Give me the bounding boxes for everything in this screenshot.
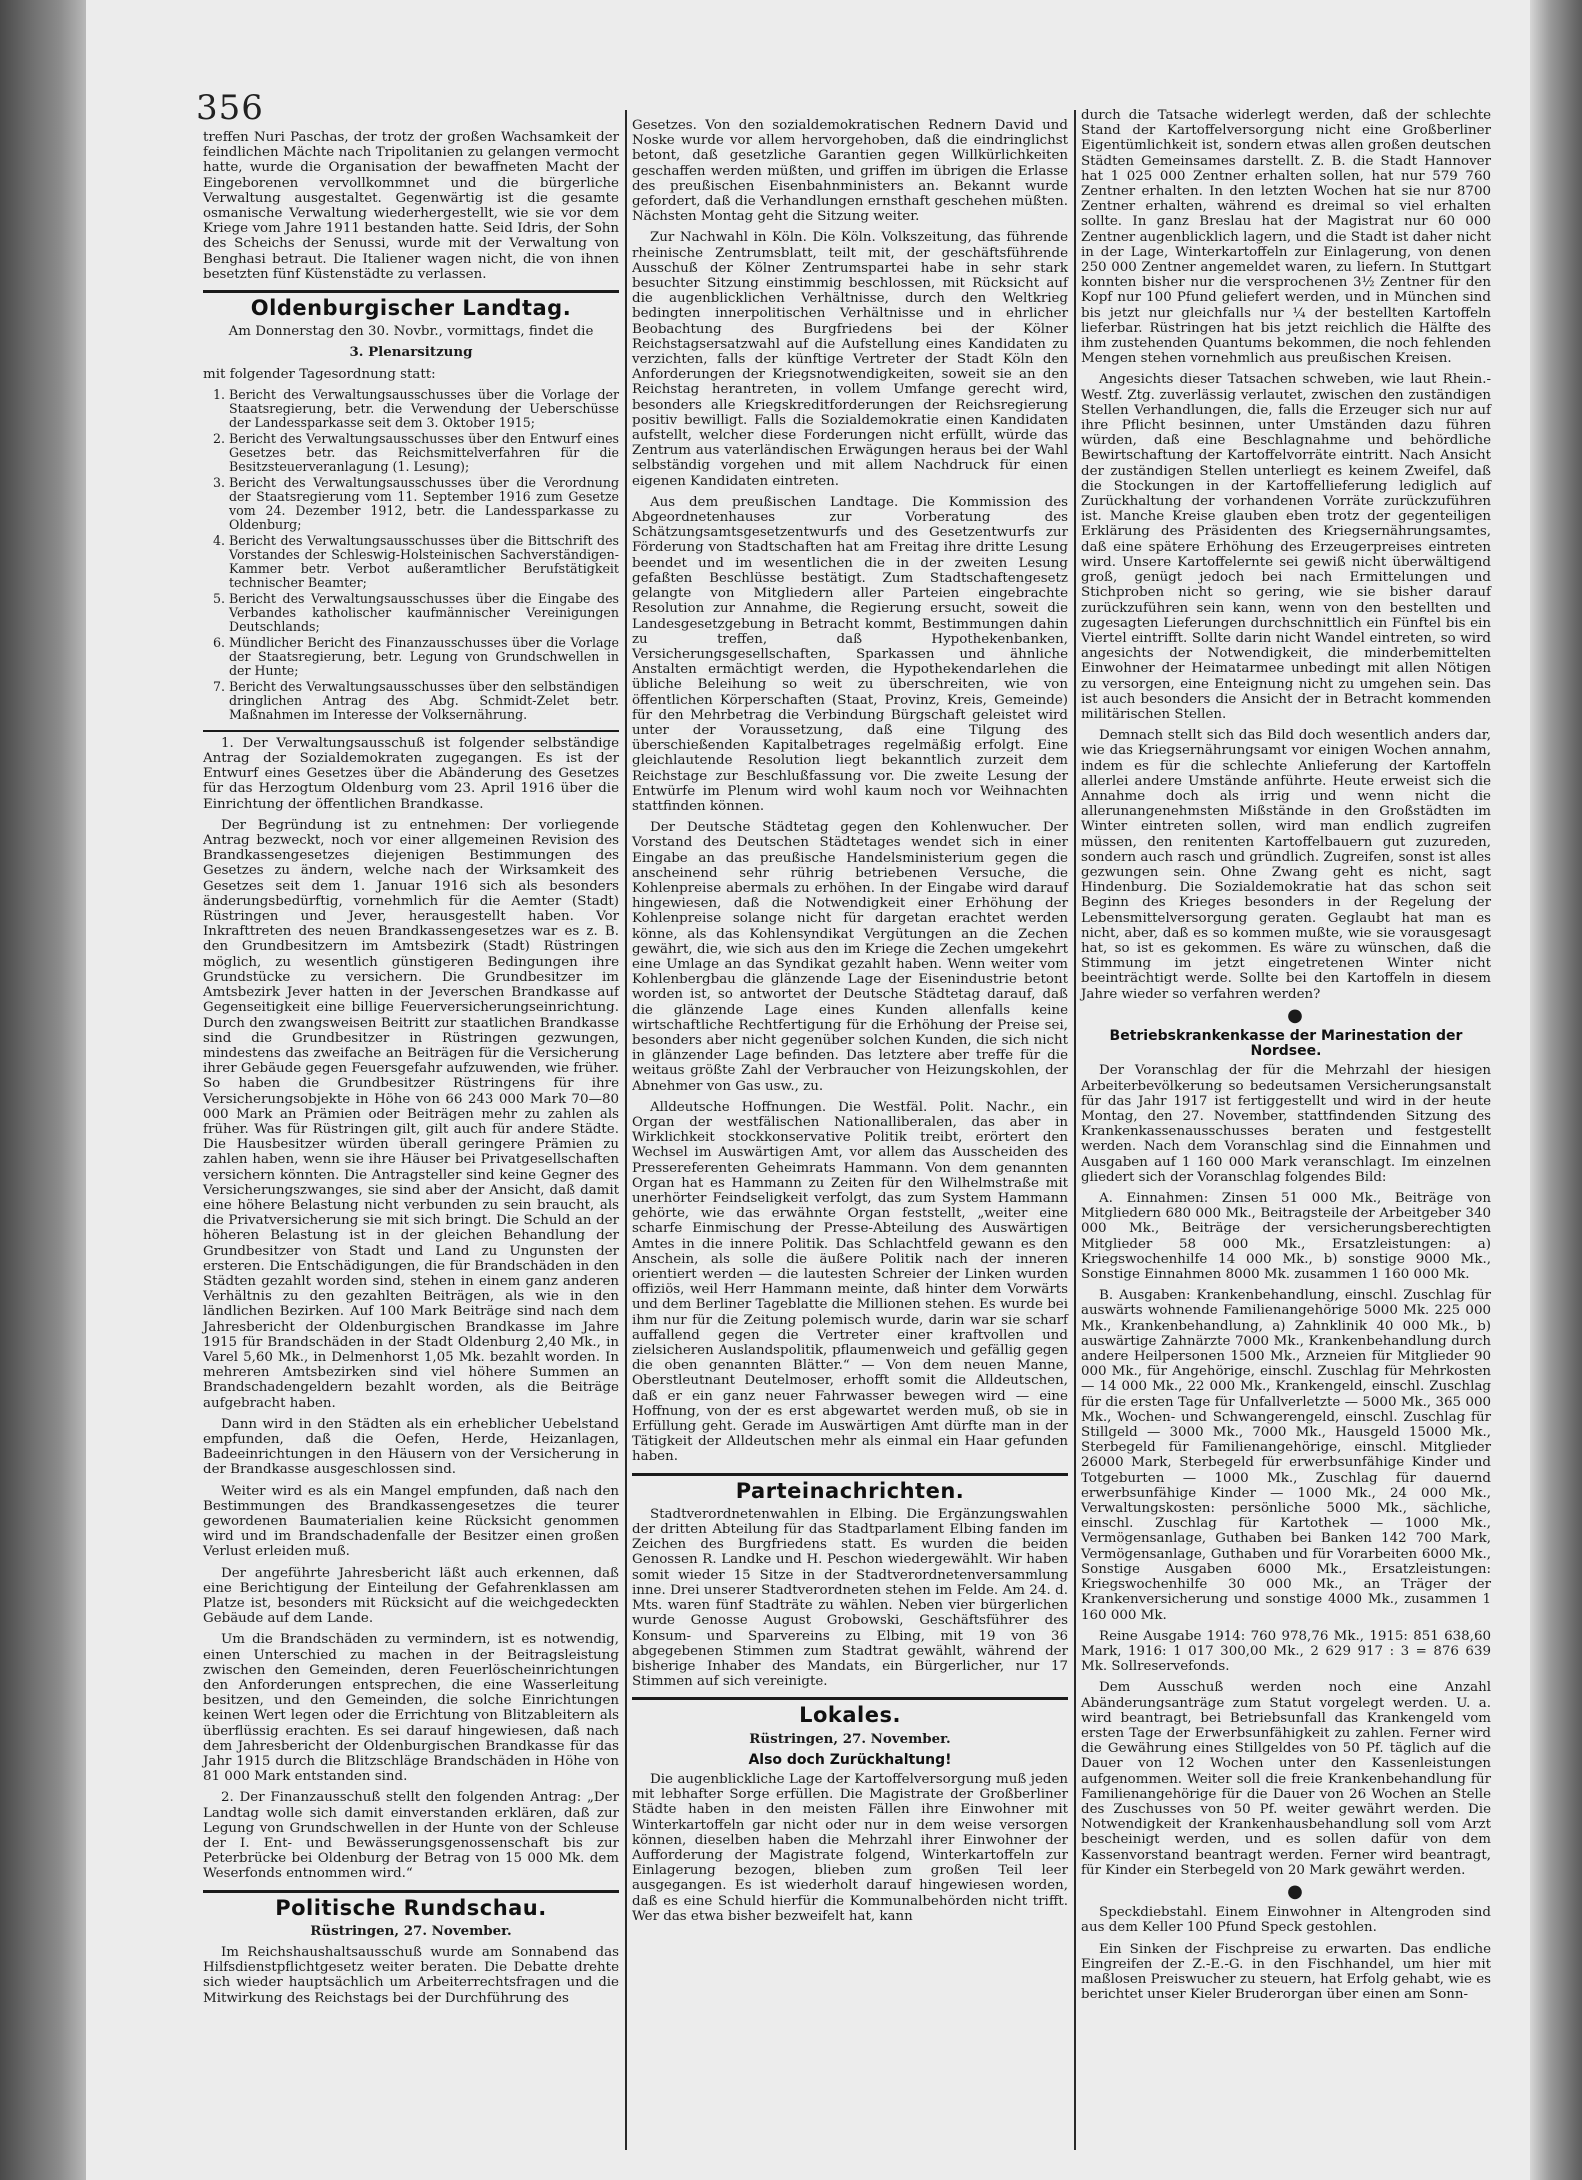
section-heading-landtag: Oldenburgischer Landtag. xyxy=(250,296,572,321)
paragraph: Die augenblickliche Lage der Kartoffelversorgung muß jeden mit lebhafter Sorge erfüllen. Die Magistrate der Großberliner Städte haben in den meisten Fällen ihre Einwohner mit Winterkartoffeln gar nicht oder nur in dem weise versorgen können, dieselben haben die Mehrzahl ihrer Einwohner der Aufforderung der Magistrate folgend, Winterkartoffeln zur Einlagerung bezogen, blieben zum großen Teil leer ausgegangen. Es ist wiederholt darauf hingewiesen worden, daß es eine Schuld hierfür die Kommunalbehörden nicht trifft. Wer das etwa bisher bezweifelt hat, kann xyxy=(632,1771,1068,1924)
paragraph: A. Einnahmen: Zinsen 51 000 Mk., Beiträge von Mitgliedern 680 000 Mk., Beitragsteile der Arbeitgeber 340 000 Mk., Beiträge der versicherungsberechtigten Mitglieder 58 000 Mk., Ersatzleistungen: a) Kriegswochenhilfe 14 000 Mk., b) sonstige 9000 Mk., Sonstige Einnahmen 8000 Mk. zusammen 1 160 000 Mk. xyxy=(1081,1191,1491,1283)
agenda-intro: mit folgender Tagesordnung statt: xyxy=(203,366,436,382)
section-heading-lokales: Lokales. xyxy=(799,1703,901,1728)
column-rule-2 xyxy=(1074,110,1076,2150)
paragraph: Weiter wird es als ein Mangel empfunden, daß nach den Bestimmungen des Brandkassengesetzes die teurer gewordenen Baumaterialien keine Rücksicht genommen wird und im Brandschadenfalle der Besitzer einen großen Verlust erleiden muß. xyxy=(203,1483,619,1560)
section-separator xyxy=(632,1697,1068,1700)
agenda-item: 4. Bericht des Verwaltungsausschusses über die Bittschrift des Vorstandes der Schleswig-Holsteinischen Sachverständigen-Kammer betr. Verbot außeramtlicher Berufstätigkeit technischer Beamter; xyxy=(229,534,619,590)
bullet-separator: ● xyxy=(1287,1004,1303,1026)
book-binding-left xyxy=(0,0,86,2180)
paragraph: Der angeführte Jahresbericht läßt auch erkennen, daß eine Berichtigung der Einteilung der Gefahrenklassen am Platze ist, besonders mit Rücksicht auf die weichgedeckten Gebäude auf dem Lande. xyxy=(203,1565,619,1627)
dateline: Rüstringen, 27. November. xyxy=(749,1730,951,1747)
paragraph: Angesichts dieser Tatsachen schweben, wie laut Rhein.-Westf. Ztg. zuverlässig verlautet, zwischen den zuständigen Stellen Verhandlungen, die, falls die Erzeuger sich nur auf ihre Pflicht besinnen, unter Umständen dazu führen würden, daß eine Beschlagnahme und behördliche Bewirtschaftung der Kartoffelvorräte eintritt. Nach Ansicht der zuständigen Stellen unterliegt es keinem Zweifel, daß die Stockungen in der Kartoffellieferung lediglich auf Zurückhaltung der vorhandenen Vorräte zurückzuführen ist. Manche Kreise glauben eben trotz der gegenteiligen Erklärung des Präsidenten des Kriegsernährungsamtes, daß eine spätere Erhöhung des Erzeugerpreises eintreten wird. Unsere Kartoffelernte sei gewiß nicht überwältigend groß, genügt jedoch bei nach Ermittelungen und Stichproben nicht so gering, wie sie bisher darauf zurückzuführen sein kann, wenn von den bestellten und zugesagten Lieferungen durchschnittlich ein Fünftel bis ein Viertel eintrifft. Sollte darin nicht Wandel eintreten, so wird angesichts der Notwendigkeit, die minderbemittelten Einwohner der Heimatarmee unbedingt mit allen Nötigen zu versorgen, eine Enteignung nicht zu umgehen sein. Das ist auch besonders die Ansicht der in Betracht kommenden militärischen Stellen. xyxy=(1081,372,1491,722)
dateline: Rüstringen, 27. November. xyxy=(310,1922,512,1939)
article-elbing: Stadtverordnetenwahlen in Elbing. Die Ergänzungswahlen der dritten Abteilung für das Stadtparlament Elbing fanden im Zeichen des Burgfriedens statt. Es wurden die beiden Genossen R. Landke und H. Peschon wiedergewählt. Wir haben somit wieder 15 Sitze in der Stadtverordnetenversammlung inne. Drei unserer Stadtverordneten stehen im Felde. Am 24. d. Mts. waren fünf Stadträte zu wählen. Neben vier bürgerlichen wurde Genosse August Grobowski, Geschäftsführer des Konsum- und Sparvereins zu Elbing, mit 19 von 36 abgegebenen Stimmen zum Stadtrat gewählt, während der bisherige Inhaber des Mandats, ein Bürgerlicher, nur 17 Stimmen auf sich vereinigte. xyxy=(632,1506,1068,1690)
section-heading-parteinachrichten: Parteinachrichten. xyxy=(735,1478,965,1503)
article-staedtetag: Der Deutsche Städtetag gegen den Kohlenwucher. Der Vorstand des Deutschen Städtetages wendet sich in einer Eingabe an das preußische Handelsministerium gegen die anscheinend sehr rührig betriebenen Versuche, die Kohlenpreise abermals zu erhöhen. In der Eingabe wird darauf hingewiesen, daß die Notwendigkeit einer Erhöhung der Kohlenpreise solange nicht für dargetan erachtet werden könne, als das Kohlensyndikat Vergütungen an die Zechen gewährt, die, wie sich aus den im Kriege die Zechen umgekehrt eine Umlage an das Syndikat gezahlt haben. Wenn weiter vom Kohlenbergbau die glänzende Lage der Eisenindustrie betont worden ist, so antwortet der Deutsche Städtetag darauf, daß die glänzende Lage eines Kunden allenfalls keine wirtschaftliche Rechtfertigung für die Erhöhung der Preise sei, besonders aber nicht gegenüber solchen Kunden, die sich nicht in glänzender Lage befinden. Das letztere aber treffe für die weitaus größte Zahl der Verbraucher von Heizungskohlen, der Abnehmer von Gas usw., zu. xyxy=(632,820,1068,1094)
paragraph: Demnach stellt sich das Bild doch wesentlich anders dar, wie das Kriegsernährungsamt vor einigen Wochen annahm, indem es für die schlechte Anlieferung der Kartoffeln allerlei andere Umstände anführte. Heute erweist sich die Annahme doch als irrig und wenn nicht die allerunangenehmsten Mißstände in den Großstädten im Winter eintreten sollen, wird man endlich zugreifen müssen, den renitenten Kartoffelbauern gut zuzureden, sondern auch rasch und gründlich. Zugreifen, sonst ist alles gezwungen sein. Ohne Zwang geht es nicht, sagt Hindenburg. Die Sozialdemokratie hat das schon seit Beginn des Krieges besonders in der Regelung der Lebensmittelversorgung geraten. Geglaubt hat man es nicht, aber, daß es so kommen mußte, wie sie vorausgesagt hat, so ist es gekommen. Es wäre zu wünschen, daß die Stimmung im jetzt eingetretenen Winter nicht beeinträchtigt werde. Sollte bei den Kartoffeln in diesem Jahre wieder so verfahren werden? xyxy=(1081,728,1491,1002)
paragraph: Dem Ausschuß werden noch eine Anzahl Abänderungsanträge zum Statut vorgelegt werden. U. a. wird beantragt, bei Betriebsunfall das Krankengeld vom ersten Tage der Erwerbsunfähigkeit zu zahlen. Ferner wird die Gewährung eines Stillgeldes von 50 Pf. täglich auf die Dauer von 12 Wochen unter den Kassenleistungen aufgenommen. Weiter soll die freie Krankenbehandlung für Familienangehörige für die Dauer von 26 Wochen an Stelle des Zuschusses von 50 Pf. weiter gewährt werden. Die Notwendigkeit der Krankenhausbehandlung soll vom Arzt bescheinigt werden, und es sollen dafür von dem Kassenvorstand beantragt werden. Ferner wird beantragt, für Kinder ein Sterbegeld von 20 Mark gewährt werden. xyxy=(1081,1680,1491,1878)
agenda-item: 5. Bericht des Verwaltungsausschusses über die Eingabe des Verbandes katholischer kaufmännischer Vereinigungen Deutschlands; xyxy=(229,592,619,634)
paragraph: Gesetzes. Von den sozialdemokratischen Rednern David und Noske wurde vor allem hervorgehoben, daß die eindringlichst betont, daß gesetzliche Garantien gegen Willkürlichkeiten geschaffen werden müßten, und griffen im übrigen die Erlasse des preußischen Eisenbahnministers an. Bekannt wurde gefordert, daß die Verhandlungen ernsthaft geschehen müßten. Nächsten Montag geht die Sitzung weiter. xyxy=(632,118,1068,225)
section-separator xyxy=(632,1473,1068,1476)
paragraph: Dann wird in den Städten als ein erheblicher Uebelstand empfunden, daß die Oefen, Herde, Heizanlagen, Badeeinrichtungen in den Häusern von der Versicherung in der Brandkasse ausgeschlossen sind. xyxy=(203,1416,619,1478)
section-separator xyxy=(203,730,619,732)
bullet-separator: ● xyxy=(1287,1880,1303,1902)
paragraph: Der Begründung ist zu entnehmen: Der vorliegende Antrag bezweckt, noch vor einer allgemeinen Revision des Brandkassengesetzes diejenigen Bestimmungen des Gesetzes zu ändern, welche nach der Wirksamkeit des Gesetzes seit dem 1. Januar 1916 sich als besonders änderungsbedürftig, vornehmlich für die Aemter (Stadt) Rüstringen und Jever, herausgestellt haben. Vor Inkrafttreten des neuen Brandkassengesetzes war es z. B. den Grundbesitzern im Amtsbezirk (Stadt) Rüstringen möglich, zu wesentlich günstigeren Bedingungen ihre Grundstücke zu versichern. Die Grundbesitzer im Amtsbezirk Jever hatten in der Jeverschen Brandkasse auf Gegenseitigkeit eine billige Feuerversicherungseinrichtung. Durch den zwangsweisen Beitritt zur staatlichen Brandkasse sind die Grundbesitzer in Rüstringen gezwungen, mindestens das zweifache an Beiträgen für die Versicherung ihrer Gebäude gegen Feuersgefahr aufzuwenden, wie früher. So haben die Grundbesitzer Rüstringens für ihre Versicherungsobjekte in Höhe von 66 243 000 Mark 70—80 000 Mark an Prämien oder Beiträgen mehr zu zahlen als früher. Was für Rüstringen gilt, gilt auch für andere Städte. Die Hausbesitzer würden überall geringere Prämien zu zahlen haben, wenn sie ihre Häuser bei Privatgesellschaften versichern könnten. Die Antragsteller sind keine Gegner des Versicherungszwanges, sie sind aber der Ansicht, daß damit eine höhere Belastung nicht verbunden zu sein braucht, als die Privatversicherung sie mit sich bringt. Die Schuld an der höheren Belastung ist in der gleichen Behandlung der Grundbesitzer von Stadt und Land zu Ungunsten der ersteren. Die Entschädigungen, die für Brandschäden in den Städten gezahlt worden sind, stehen in einem ganz anderen Verhältnis zu den gezahlten Beiträgen, als wie in den ländlichen Bezirken. Auf 100 Mark Beiträge sind nach dem Jahresbericht der Oldenburgischen Brandkasse im Jahre 1915 für Brandschäden in der Stadt Oldenburg 2,40 Mk., in Varel 5,60 Mk., in Delmenhorst 1,05 Mk. bezahlt worden. In mehreren Amtsbezirken sind viel höhere Summen an Brandschadengeldern bezahlt worden, als die Beiträge aufgebracht haben. xyxy=(203,817,619,1411)
agenda-item: 1. Bericht des Verwaltungsausschusses über die Vorlage der Staatsregierung, betr. die Verwendung der Ueberschüsse der Landessparkasse seit dem 3. Oktober 1915; xyxy=(229,388,619,430)
article-intro: treffen Nuri Paschas, der trotz der großen Wachsamkeit der feindlichen Mächte nach Tripolitanien zu gelangen vermocht hatte, wurde die Organisation der bewaffneten Macht der Eingeborenen vervollkommnet und die bürgerliche Verwaltung ausgestaltet. Gegenwärtig ist die gesamte osmanische Verwaltung wiederhergestellt, wie sie vor dem Kriege vom Jahre 1911 bestanden hatte. Seid Idris, der Sohn des Scheichs der Senussi, wurde mit der Verwaltung von Benghasi betraut. Die Italiener wagen nicht, die von ihnen besetzten fünf Küstenstädte zu verlassen. xyxy=(203,130,619,282)
column-1 xyxy=(203,130,619,2012)
section-heading-rundschau: Politische Rundschau. xyxy=(275,1895,547,1920)
paragraph: 1. Der Verwaltungsausschuß ist folgender selbständige Antrag der Sozialdemokraten zugegangen. Es ist der Entwurf eines Gesetzes über die Abänderung des Gesetzes für das Herzogtum Oldenburg vom 23. April 1916 über die Einrichtung der öffentlichen Brandkasse. xyxy=(203,735,619,812)
paragraph: Im Reichshaushaltsausschuß wurde am Sonnabend das Hilfsdienstpflichtgesetz weiter beraten. Die Debatte drehte sich wieder hauptsächlich um Arbeiterrechtsfragen und die Mitwirkung des Reichstags bei der Durchführung des xyxy=(203,1945,619,2006)
section-separator xyxy=(203,1890,619,1893)
session-line: Am Donnerstag den 30. Novbr., vormittags, findet die xyxy=(228,324,594,340)
paragraph: Um die Brandschäden zu vermindern, ist es notwendig, einen Unterschied zu machen in der Beitragsleistung zwischen den Gemeinden, deren Feuerlöscheinrichtungen den Anforderungen entsprechen, die eine Wasserleitung besitzen, und den Gemeinden, die solche Einrichtungen keinen Wert legen oder die Errichtung von Blitzableitern als überflüssig erachten. Es sei darauf hingewiesen, daß nach dem Jahresbericht der Oldenburgischen Brandkasse für das Jahr 1915 durch die Blitzschläge Brandschäden in Höhe von 81 000 Mark entstanden sind. xyxy=(203,1632,619,1785)
paragraph: Reine Ausgabe 1914: 760 978,76 Mk., 1915: 851 638,60 Mark, 1916: 1 017 300,00 Mk., 2 629 917 : 3 = 876 639 Mk. Sollreservefonds. xyxy=(1081,1628,1491,1675)
agenda-item: 3. Bericht des Verwaltungsausschusses über die Verordnung der Staatsregierung vom 11. September 1916 zum Gesetze vom 24. Dezember 1912, betr. die Landessparkasse zu Oldenburg; xyxy=(229,476,619,532)
article-heading-zurueckhaltung: Also doch Zurückhaltung! xyxy=(748,1751,952,1768)
article-alldeutsche: Alldeutsche Hoffnungen. Die Westfäl. Polit. Nachr., ein Organ der westfälischen Nationalliberalen, das aber in Wirklichkeit stockkonservative Politik treibt, erörtert den Wechsel im Auswärtigen Amt, vor allem das Ausscheiden des Pressereferenten Geheimrats Hammann. Von dem genannten Organ hat es Hammann zu Zeiten für den Wilhelmstraße mit unerhörter Feindseligkeit verfolgt, das zum System Hammann gehörte, wie das erwähnte Organ feststellt, „weiter eine scharfe Einmischung der Presse-Abteilung des Auswärtigen Amtes in die innere Politik. Das Schlachtfeld gewann es den Anschein, als solle die äußere Politik nach der inneren orientiert werden — die lautesten Schreier der Linken wurden offiziös, weil Herr Hammann meinte, daß hinter dem Vorwärts und dem Berliner Tageblatte die Millionen stehen. Es wurde bei ihm nur für die Zeitung polemisch wurde, darin war sie scharf auffallend gegen die Vertreter einer kraftvollen und zielsicheren Auslandspolitik, pflaumenweich und gefällig gegen die oben genannten Blätter.“ — Von dem neuen Manne, Oberstleutnant Deutelmoser, erhofft somit die Alldeutschen, daß er ein ganz neuer Fahrwasser bewegen wird — eine Hoffnung, von der es erst abgewartet werden muß, ob sie in Erfüllung geht. Gerade im Auswärtigen Amt dürfte man in der Tätigkeit der Alldeutschen mehr als einmal ein Haar gefunden haben. xyxy=(632,1099,1068,1465)
paragraph: B. Ausgaben: Krankenbehandlung, einschl. Zuschlag für auswärts wohnende Familienangehörige 5000 Mk. 225 000 Mk., Krankenbehandlung, a) Zahnklinik 40 000 Mk., b) auswärtige Zahnärzte 7000 Mk., Krankenbehandlung durch andere Heilpersonen 1500 Mk., Arzneien für Mitglieder 90 000 Mk., für Angehörige, einschl. Zuschlag für Mehrkosten — 14 000 Mk., 22 000 Mk., Krankengeld, einschl. Zuschlag für die ersten Tage für Unfallverletzte — 5000 Mk., 365 000 Mk., Wochen- und Schwangerengeld, einschl. Zuschlag für Stillgeld — 3000 Mk., 7000 Mk., Hausgeld 15000 Mk., Sterbegeld für Familienangehörige, einschl. Mitglieder 26000 Mark, Sterbegeld für erwerbsunfähige Kinder und Totgeburten — 1000 Mk., Zuschlag für dauernd erwerbsunfähige Kinder — 1000 Mk., 24 000 Mk., Verwaltungskosten: persönliche 5000 Mk., sächliche, einschl. Zuschlag für Kartothek — 1000 Mk., Vermögensanlage, Guthaben bei Banken 142 700 Mark, Vermögensanlage, Guthaben und für Vorarbeiten 6000 Mk., Sonstige Ausgaben 6000 Mk., Ersatzleistungen: Kriegswochenhilfe 30 000 Mk., an Träger der Krankenversicherung und sonstige 4000 Mk., zusammen 1 160 000 Mk. xyxy=(1081,1288,1491,1623)
column-3 xyxy=(1081,108,1491,2008)
paragraph: durch die Tatsache widerlegt werden, daß der schlechte Stand der Kartoffelversorgung nicht eine Großberliner Eigentümlichkeit ist, sondern etwas allen großen deutschen Städten Gemeinsames darstellt. Z. B. die Stadt Hannover hat 1 025 000 Zentner erhalten sollen, hat nur 579 760 Zentner erhalten. In den letzten Wochen hat sie nur 8700 Zentner erhalten, während es dreimal so viel erhalten sollte. In ganz Breslau hat der Magistrat nur 60 000 Zentner augenblicklich lagern, und die Stadt ist daher nicht in der Lage, Winterkartoffeln zur Einlagerung, von denen 250 000 Zentner angemeldet waren, zu liefern. In Stuttgart konnten bisher nur die versprochenen 3½ Zentner für den Kopf nur 100 Pfund geliefert werden, und in München sind bis jetzt nur gleichfalls nur ¼ der bestellten Kartoffeln lieferbar. Rüstringen hat bis jetzt reichlich die Hälfte des ihm zustehenden Quantums bekommen, die noch fehlenden Mengen stehen vornehmlich aus preußischen Kreisen. xyxy=(1081,108,1491,367)
article-speckdiebstahl: Speckdiebstahl. Einem Einwohner in Altengroden sind aus dem Keller 100 Pfund Speck gestohlen. xyxy=(1081,1905,1491,1936)
session-title: 3. Plenarsitzung xyxy=(349,344,473,361)
agenda-list xyxy=(203,388,619,722)
page-number: 356 xyxy=(196,88,264,128)
agenda-item: 7. Bericht des Verwaltungsausschusses über den selbständigen dringlichen Antrag des Abg. Schmidt-Zelet betr. Maßnahmen im Interesse der Volksernährung. xyxy=(229,680,619,722)
agenda-item: 6. Mündlicher Bericht des Finanzausschusses über die Vorlage der Staatsregierung, betr. Legung von Grundschwellen in der Hunte; xyxy=(229,636,619,678)
paragraph: Der Voranschlag der für die Mehrzahl der hiesigen Arbeiterbevölkerung so bedeutsamen Versicherungsanstalt für das Jahr 1917 ist fertiggestellt und wird in der heute Montag, den 27. November, stattfindenden Sitzung des Krankenkassenausschusses beraten und festgestellt werden. Nach dem Voranschlag sind die Einnahmen und Ausgaben auf 1 160 000 Mark veranschlagt. Im einzelnen gliedert sich der Voranschlag folgendes Bild: xyxy=(1081,1063,1491,1185)
section-separator xyxy=(203,290,619,293)
book-edge-right xyxy=(1530,0,1582,2180)
article-fischpreise: Ein Sinken der Fischpreise zu erwarten. Das endliche Eingreifen der Z.-E.-G. in den Fischhandel, um hier mit maßlosen Preiswucher zu steuern, hat Erfolg gehabt, wie es berichtet unser Kieler Bruderorgan über einen am Sonn- xyxy=(1081,1941,1491,2003)
agenda-item: 2. Bericht des Verwaltungsausschusses über den Entwurf eines Gesetzes betr. das Reichsmittelverfahren für die Besitzsteuerveranlagung (1. Lesung); xyxy=(229,432,619,474)
article-koeln: Zur Nachwahl in Köln. Die Köln. Volkszeitung, das führende rheinische Zentrumsblatt, teilt mit, der geschäftsführende Ausschuß der Kölner Zentrumspartei habe in sehr stark besuchter Sitzung einstimmig beschlossen, mit Rücksicht auf die augenblicklichen Verhältnisse, durch den Weltkrieg bedingten innerpolitischen Verhältnisse und in ehrlicher Beobachtung des Burgfriedens bei der Kölner Reichstagsersatzwahl auf die Aufstellung eines Kandidaten zu verzichten, falls der künftige Vertreter der Stadt Köln den Anforderungen der Kriegsnotwendigkeiten, soweit sie an den Reichstag herantreten, in vollem Umfange gerecht wird, besonders alle Kriegskreditforderungen der Reichsregierung positiv bewilligt. Falls die Sozialdemokratie einen Kandidaten aufstellt, welcher diese Forderungen nicht erfüllt, würde das Zentrum aus vaterländischen Erwägungen heraus bei der Wahl selbständig vorgehen und mit allem Nachdruck für einen eigenen Kandidaten eintreten. xyxy=(632,230,1068,489)
article-preussischer-landtag: Aus dem preußischen Landtage. Die Kommission des Abgeordnetenhauses zur Vorberatung des Schätzungsamtsgesetzentwurfs und des Gesetzentwurfs zur Förderung von Stadtschaften hat am Freitag ihre dritte Lesung beendet und im wesentlichen die in der zweiten Lesung gefaßten Beschlüsse bestätigt. Zum Stadtschaftengesetz gelangte von Mitgliedern aller Parteien eingebrachte Resolution zur Annahme, die Regierung ersucht, soweit die Landesgesetzgebung in Betracht kommt, Bestimmungen dahin zu treffen, daß Hypothekenbanken, Versicherungsgesellschaften, Sparkassen und ähnliche Anstalten ermächtigt werden, die Hypothekendarlehen die übliche Beleihung so weit zu überschreiten, wie von öffentlichen Körperschaften (Staat, Provinz, Kreis, Gemeinde) für den Mehrbetrag die Verbindung Bürgschaft geleistet wird unter der Voraussetzung, daß eine Tilgung des überschießenden Kapitalbetrages regelmäßig erfolgt. Eine gleichlautende Resolution liegt bekanntlich zurzeit dem Reichstage zur Beschlußfassung vor. Die zweite Lesung der Entwürfe im Plenum wird wohl kaum noch vor Weihnachten stattfinden können. xyxy=(632,494,1068,814)
section-heading-betriebskrankenkasse: Betriebskrankenkasse der Marinestation der Nordsee. xyxy=(1109,1027,1463,1060)
column-2 xyxy=(632,118,1068,1930)
paragraph: 2. Der Finanzausschuß stellt den folgenden Antrag: „Der Landtag wolle sich damit einverstanden erklären, daß zur Legung von Grundschwellen in der Hunte von der Schleuse der I. Ent- und Bewässerungsgenossenschaft bis zur Peterbrücke bei Oldenburg der Betrag von 15 000 Mk. dem Weserfonds entnommen wird.“ xyxy=(203,1790,619,1882)
column-rule-1 xyxy=(625,110,627,2150)
